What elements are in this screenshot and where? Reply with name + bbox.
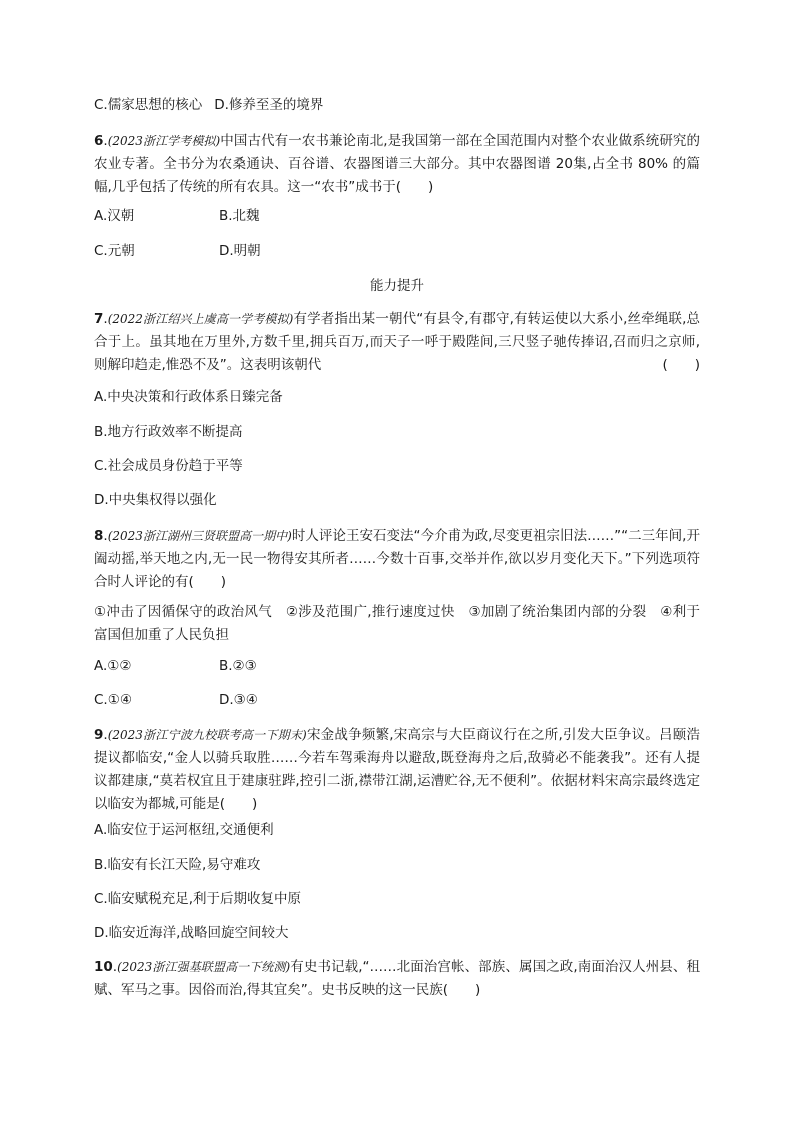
q9-source: (2023浙江宁波九校联考高一下期末)	[107, 728, 307, 742]
q8-items: ①冲击了因循保守的政治风气 ②涉及范围广,推行速度过快 ③加剧了统治集团内部的分裂 ④利于富国但加重了人民负担	[94, 604, 700, 643]
q7-option-d: D.中央集权得以强化	[94, 492, 217, 508]
q8-number: 8	[94, 528, 104, 544]
q8-option-d: D.③④	[219, 692, 258, 708]
q8-option-c: C.①④	[94, 692, 132, 708]
q8-option-b: B.②③	[219, 658, 257, 674]
q6-stem: 6.(2023浙江学考模拟)中国古代有一农书兼论南北,是我国第一部在全国范围内对整个农业做系统研究的农业专著。全书分为农桑通诀、百谷谱、农器图谱三大部分。其中农器图谱 20集,占全书 80% 的篇幅,几乎包括了传统的所有农具。这一“农书”成书于( )	[94, 133, 701, 195]
q9-text: 宋金战争频繁,宋高宗与大臣商议行在之所,引发大臣争议。吕颐浩提议都临安,“金人以骑兵取胜……今若车驾乘海舟以避敌,既登海舟之后,敌骑必不能袭我”。还有人提议都建康,“莫若权宜且于建康驻跸,控引二浙,襟带江湖,运漕贮谷,无不便利”。依据材料宋高宗最终选定以临安为都城,可能是( )	[94, 727, 700, 812]
q10-text: 有史书记载,“……北面治宫帐、部族、属国之政,南面治汉人州县、租赋、军马之事。因俗而治,得其宜矣”。史书反映的这一民族( )	[94, 959, 701, 998]
q6-source: (2023浙江学考模拟)	[107, 134, 221, 148]
q5-option-c: C.儒家思想的核心	[94, 97, 203, 113]
q5-option-d: D.修养至圣的境界	[214, 97, 324, 113]
q5-options	[94, 95, 323, 115]
q8-text: 时人评论王安石变法“今介甫为政,尽变更祖宗旧法……”“二三年间,开阖动摇,举天地之内,无一民一物得安其所者……今数十百事,交举并作,欲以岁月变化天下。”下列选项符合时人评论的有( )	[94, 528, 700, 590]
q9-number: 9	[94, 727, 104, 743]
q6-option-d: D.明朝	[219, 243, 261, 259]
q9-option-c: C.临安赋税充足,利于后期收复中原	[94, 891, 302, 907]
q8-source: (2023浙江湖州三贤联盟高一期中)	[107, 529, 292, 543]
q7-stem: 7.(2022浙江绍兴上虞高一学考模拟)有学者指出某一朝代“有县令,有郡守,有转运使以大系小,丝牵绳联,总合于上。虽其地在万里外,方数千里,拥兵百万,而天子一呼于殿陛间,三尺竖子驰传捧诏,召而归之京师,则解印趋走,惟恐不及”。这表明该朝代	[94, 311, 700, 373]
q7-answer-paren: ( )	[662, 357, 700, 373]
q9-option-a: A.临安位于运河枢纽,交通便利	[94, 822, 274, 838]
section-title: 能力提升	[370, 278, 424, 294]
q8-option-a: A.①②	[94, 658, 132, 674]
q9-option-b: B.临安有长江天险,易守难攻	[94, 857, 261, 873]
q7-text: 有学者指出某一朝代“有县令,有郡守,有转运使以大系小,丝牵绳联,总合于上。虽其地在万里外,方数千里,拥兵百万,而天子一呼于殿陛间,三尺竖子驰传捧诏,召而归之京师,则解印趋走,惟恐不及”。这表明该朝代	[94, 311, 700, 373]
q6-options-row2	[94, 241, 261, 261]
q6-text: 中国古代有一农书兼论南北,是我国第一部在全国范围内对整个农业做系统研究的农业专著。全书分为农桑通诀、百谷谱、农器图谱三大部分。其中农器图谱 20集,占全书 80% 的篇幅,几乎包括了传统的所有农具。这一“农书”成书于( )	[94, 133, 701, 195]
q7-option-a: A.中央决策和行政体系日臻完备	[94, 389, 283, 405]
q6-option-c: C.元朝	[94, 243, 135, 259]
q8-stem: 8.(2023浙江湖州三贤联盟高一期中)时人评论王安石变法“今介甫为政,尽变更祖宗旧法……”“二三年间,开阖动摇,举天地之内,无一民一物得安其所者……今数十百事,交举并作,欲以岁月变化天下。”下列选项符合时人评论的有( )	[94, 528, 700, 590]
q6-option-b: B.北魏	[219, 208, 260, 224]
q6-options-row1	[94, 206, 260, 226]
q7-option-c: C.社会成员身份趋于平等	[94, 458, 243, 474]
q9-stem: 9.(2023浙江宁波九校联考高一下期末)宋金战争频繁,宋高宗与大臣商议行在之所,引发大臣争议。吕颐浩提议都临安,“金人以骑兵取胜……今若车驾乘海舟以避敌,既登海舟之后,敌骑必不能袭我”。还有人提议都建康,“莫若权宜且于建康驻跸,控引二浙,襟带江湖,运漕贮谷,无不便利”。依据材料宋高宗最终选定以临安为都城,可能是( )	[94, 727, 700, 812]
q8-options-row1	[94, 656, 257, 676]
q7-source: (2022浙江绍兴上虞高一学考模拟)	[107, 312, 294, 326]
q8-options-row2	[94, 690, 258, 710]
q7-option-b: B.地方行政效率不断提高	[94, 424, 243, 440]
q9-option-d: D.临安近海洋,战略回旋空间较大	[94, 925, 289, 941]
q10-source: (2023浙江强基联盟高一下统测)	[117, 960, 291, 974]
q7-number: 7	[94, 311, 104, 327]
q6-option-a: A.汉朝	[94, 208, 135, 224]
q6-number: 6	[94, 133, 104, 149]
q10-number: 10	[94, 959, 113, 975]
q10-stem: 10.(2023浙江强基联盟高一下统测)有史书记载,“……北面治宫帐、部族、属国之政,南面治汉人州县、租赋、军马之事。因俗而治,得其宜矣”。史书反映的这一民族( )	[94, 959, 701, 998]
